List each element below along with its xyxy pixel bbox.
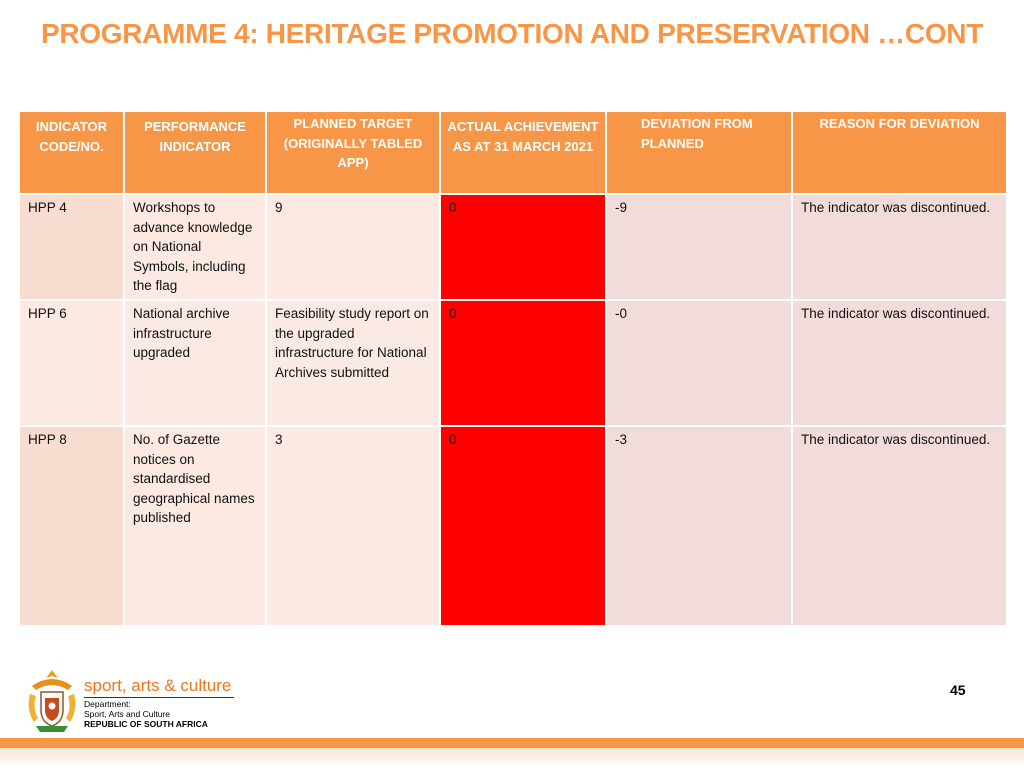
cell-actual-achievement: 0 — [440, 426, 606, 626]
department-brand: sport, arts & culture — [84, 676, 232, 695]
cell-planned-target: 3 — [266, 426, 440, 626]
cell-deviation: -0 — [606, 300, 792, 426]
footer-fade — [0, 748, 1024, 768]
cell-actual-achievement: 0 — [440, 194, 606, 300]
footer-bar — [0, 738, 1024, 748]
cell-performance-indicator: Workshops to advance knowledge on National Symbols, including the flag — [124, 194, 266, 300]
cell-performance-indicator: No. of Gazette notices on standardised geographical names published — [124, 426, 266, 626]
header-indicator-code: INDICATOR CODE/NO. — [19, 111, 124, 194]
header-performance-indicator: PERFORMANCE INDICATOR — [124, 111, 266, 194]
table-row — [19, 194, 1007, 300]
cell-deviation: -3 — [606, 426, 792, 626]
table-header-row — [19, 111, 1007, 194]
page-number: 45 — [950, 682, 966, 698]
header-planned-target: PLANNED TARGET (ORIGINALLY TABLED APP) — [266, 111, 440, 194]
header-actual-achievement: ACTUAL ACHIEVEMENT AS AT 31 MARCH 2021 — [440, 111, 606, 194]
cell-reason: The indicator was discontinued. — [792, 300, 1007, 426]
header-reason: REASON FOR DEVIATION — [792, 111, 1007, 194]
indicator-table — [18, 110, 1008, 627]
table-row — [19, 426, 1007, 626]
cell-indicator-code: HPP 6 — [19, 300, 124, 426]
header-deviation: DEVIATION FROM PLANNED — [606, 111, 792, 194]
brand-divider — [84, 697, 234, 698]
cell-actual-achievement: 0 — [440, 300, 606, 426]
cell-indicator-code: HPP 4 — [19, 194, 124, 300]
department-label: Department: — [84, 699, 131, 709]
country-name: REPUBLIC OF SOUTH AFRICA — [84, 719, 208, 729]
cell-planned-target: 9 — [266, 194, 440, 300]
department-name: Sport, Arts and Culture — [84, 709, 170, 719]
table-row — [19, 300, 1007, 426]
cell-planned-target: Feasibility study report on the upgraded infrastructure for National Archives submitted — [266, 300, 440, 426]
cell-indicator-code: HPP 8 — [19, 426, 124, 626]
page-title: PROGRAMME 4: HERITAGE PROMOTION AND PRESERVATION …CONT — [40, 18, 984, 49]
cell-deviation: -9 — [606, 194, 792, 300]
cell-reason: The indicator was discontinued. — [792, 194, 1007, 300]
coat-of-arms-icon — [24, 666, 80, 736]
cell-performance-indicator: National archive infrastructure upgraded — [124, 300, 266, 426]
department-info — [84, 699, 208, 729]
cell-reason: The indicator was discontinued. — [792, 426, 1007, 626]
